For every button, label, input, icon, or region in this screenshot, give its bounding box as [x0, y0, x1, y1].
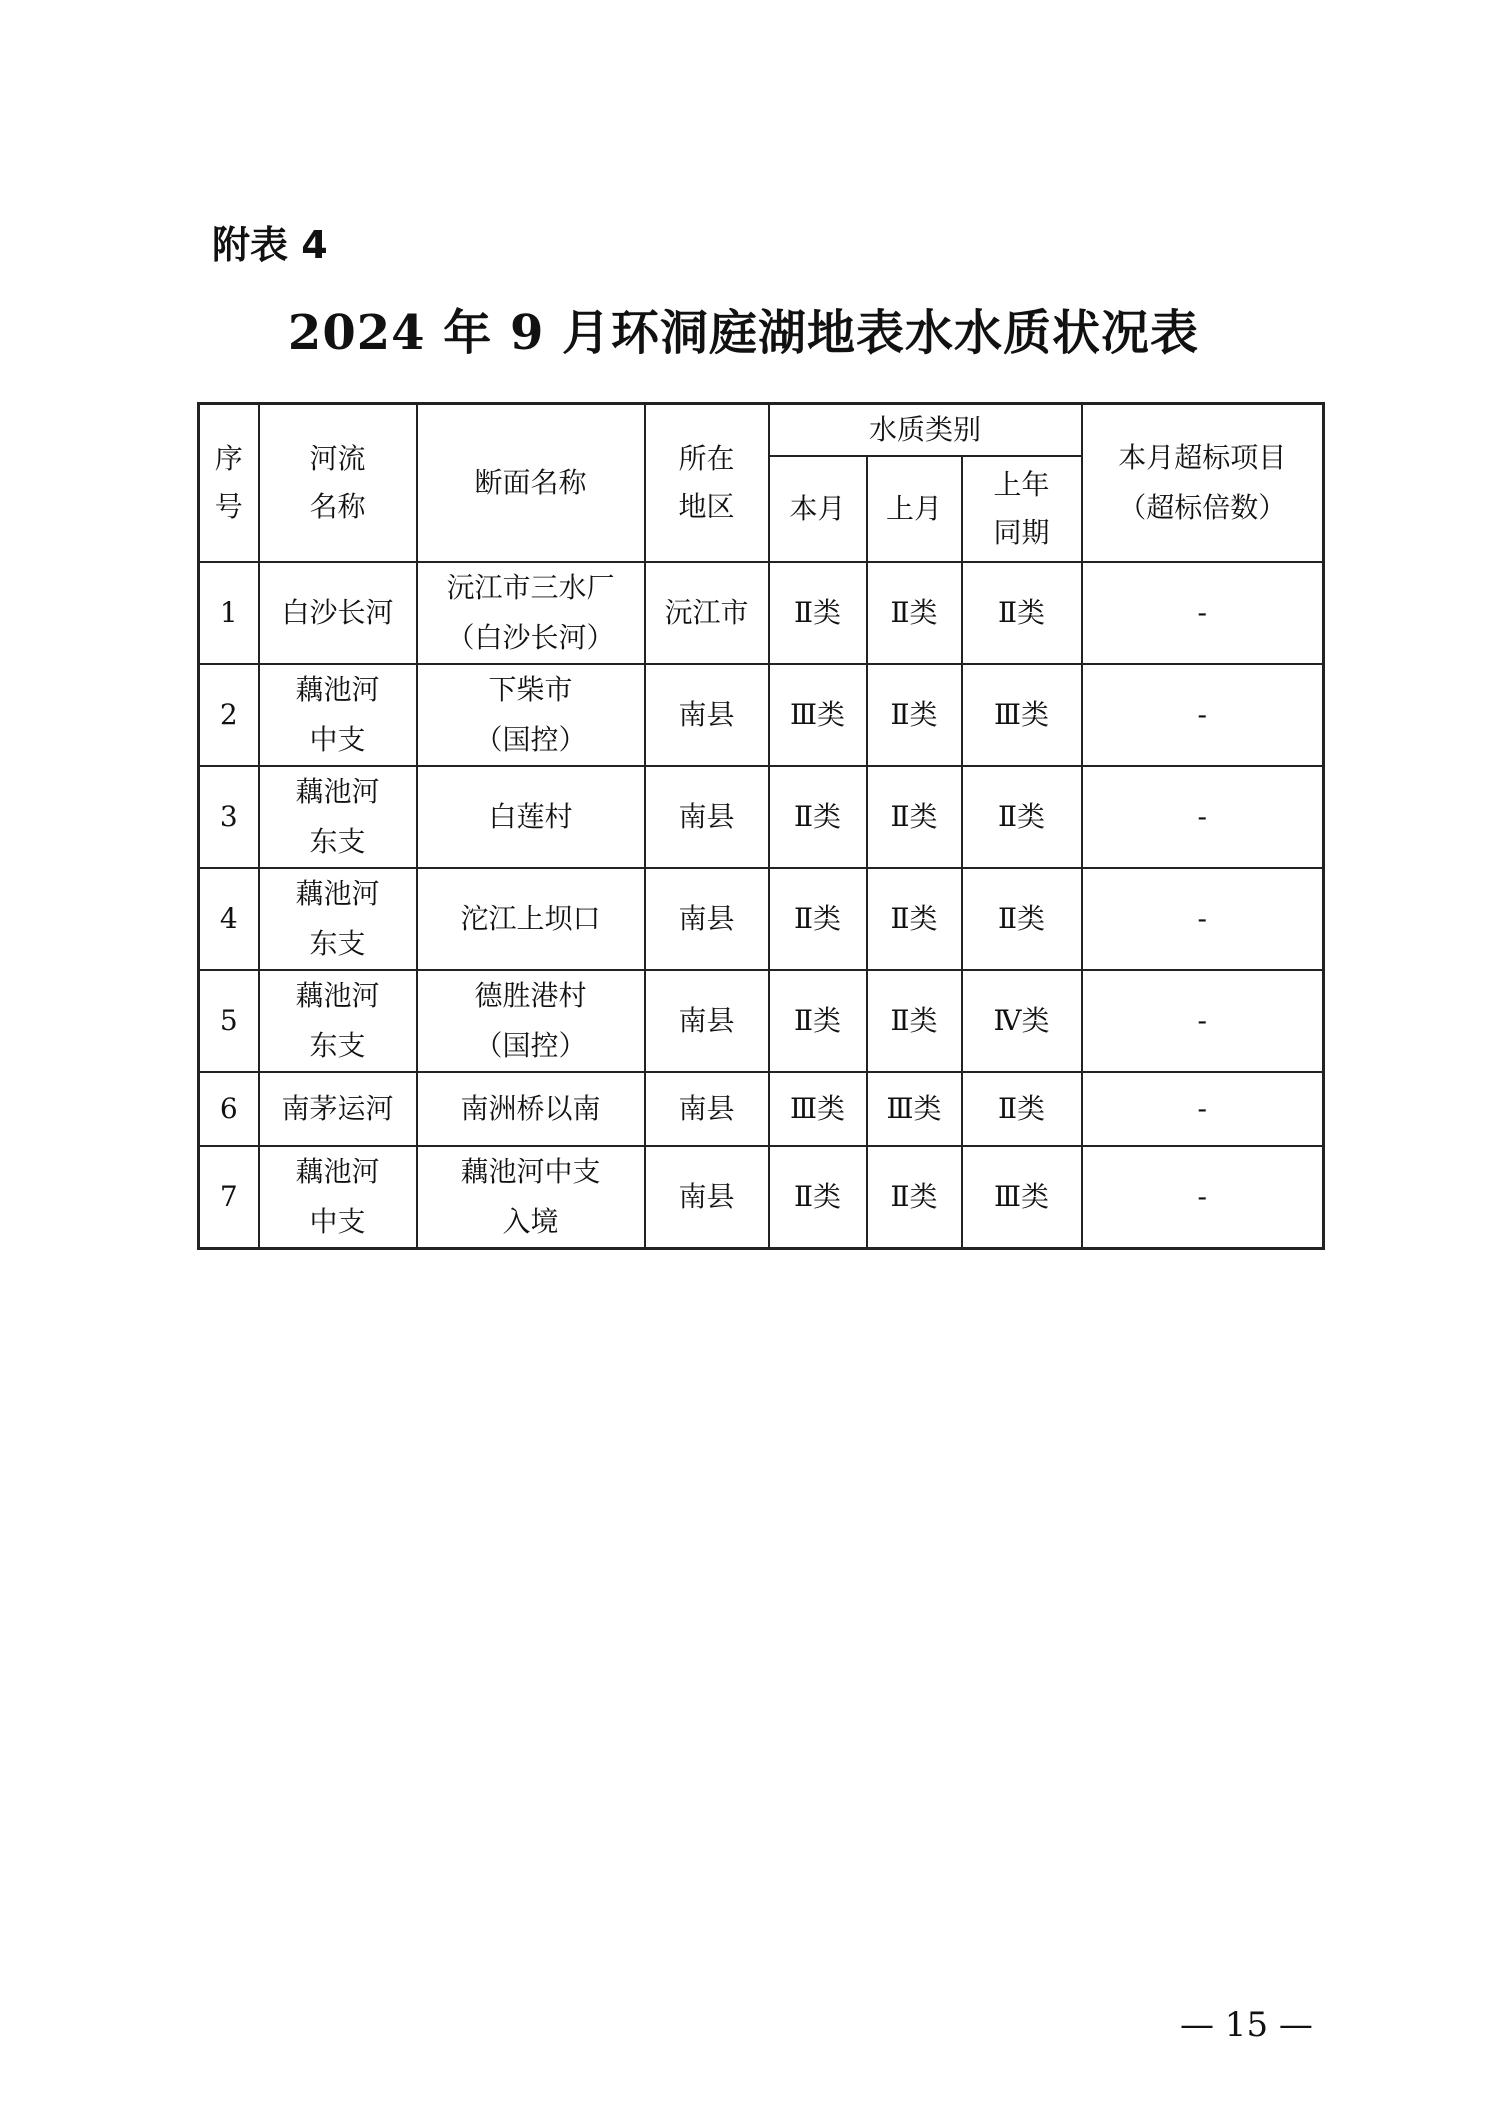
cell-this-month: Ⅱ类: [769, 868, 867, 970]
cell-seq: 1: [199, 562, 259, 664]
cell-last-month: Ⅱ类: [867, 562, 962, 664]
cell-this-month: Ⅱ类: [769, 1146, 867, 1249]
cell-last-month: Ⅱ类: [867, 664, 962, 766]
page-number: — 15 —: [1180, 2005, 1313, 2045]
cell-river: 藕池河中支: [259, 664, 417, 766]
header-section: 断面名称: [417, 404, 645, 563]
cell-section: 白莲村: [417, 766, 645, 868]
cell-this-month: Ⅱ类: [769, 562, 867, 664]
cell-last-year: Ⅱ类: [962, 766, 1082, 868]
cell-region: 南县: [645, 970, 769, 1072]
page-title: 2024 年 9 月环洞庭湖地表水水质状况表: [287, 305, 1200, 361]
cell-this-month: Ⅱ类: [769, 766, 867, 868]
cell-exceed: -: [1082, 766, 1324, 868]
table-row: [199, 1072, 1324, 1146]
cell-section: 南洲桥以南: [417, 1072, 645, 1146]
table-row: [199, 562, 1324, 664]
cell-region: 南县: [645, 1146, 769, 1249]
cell-last-month: Ⅱ类: [867, 868, 962, 970]
table-row: [199, 868, 1324, 970]
cell-last-year: Ⅱ类: [962, 868, 1082, 970]
cell-section: 下柴市（国控）: [417, 664, 645, 766]
cell-last-year: Ⅲ类: [962, 1146, 1082, 1249]
cell-river: 藕池河东支: [259, 766, 417, 868]
attachment-label: 附表 4: [212, 223, 328, 267]
header-last-year: 上年同期: [962, 456, 1082, 562]
cell-seq: 3: [199, 766, 259, 868]
water-quality-table: [197, 402, 1325, 1250]
cell-this-month: Ⅱ类: [769, 970, 867, 1072]
cell-river: 藕池河东支: [259, 970, 417, 1072]
cell-seq: 7: [199, 1146, 259, 1249]
cell-last-month: Ⅱ类: [867, 970, 962, 1072]
cell-last-year: Ⅱ类: [962, 1072, 1082, 1146]
cell-river: 南茅运河: [259, 1072, 417, 1146]
cell-seq: 4: [199, 868, 259, 970]
header-quality-group: 水质类别: [769, 404, 1082, 457]
header-seq: 序号: [199, 404, 259, 563]
header-this-month: 本月: [769, 456, 867, 562]
table-row: [199, 664, 1324, 766]
header-last-month: 上月: [867, 456, 962, 562]
cell-last-month: Ⅲ类: [867, 1072, 962, 1146]
cell-exceed: -: [1082, 970, 1324, 1072]
cell-river: 藕池河中支: [259, 1146, 417, 1249]
cell-region: 沅江市: [645, 562, 769, 664]
cell-exceed: -: [1082, 868, 1324, 970]
cell-region: 南县: [645, 766, 769, 868]
cell-seq: 5: [199, 970, 259, 1072]
cell-section: 德胜港村（国控）: [417, 970, 645, 1072]
cell-this-month: Ⅲ类: [769, 664, 867, 766]
cell-section: 藕池河中支入境: [417, 1146, 645, 1249]
header-exceed: 本月超标项目（超标倍数）: [1082, 404, 1324, 563]
cell-region: 南县: [645, 664, 769, 766]
cell-section: 沅江市三水厂（白沙长河）: [417, 562, 645, 664]
cell-seq: 2: [199, 664, 259, 766]
cell-exceed: -: [1082, 562, 1324, 664]
cell-section: 沱江上坝口: [417, 868, 645, 970]
cell-region: 南县: [645, 868, 769, 970]
cell-last-year: Ⅲ类: [962, 664, 1082, 766]
table-row: [199, 970, 1324, 1072]
cell-last-year: Ⅱ类: [962, 562, 1082, 664]
cell-exceed: -: [1082, 664, 1324, 766]
table-row: [199, 1146, 1324, 1249]
cell-river: 藕池河东支: [259, 868, 417, 970]
cell-last-month: Ⅱ类: [867, 1146, 962, 1249]
header-river: 河流名称: [259, 404, 417, 563]
header-region: 所在地区: [645, 404, 769, 563]
cell-this-month: Ⅲ类: [769, 1072, 867, 1146]
cell-region: 南县: [645, 1072, 769, 1146]
table-row: [199, 766, 1324, 868]
cell-last-year: Ⅳ类: [962, 970, 1082, 1072]
cell-last-month: Ⅱ类: [867, 766, 962, 868]
cell-seq: 6: [199, 1072, 259, 1146]
cell-river: 白沙长河: [259, 562, 417, 664]
cell-exceed: -: [1082, 1146, 1324, 1249]
cell-exceed: -: [1082, 1072, 1324, 1146]
